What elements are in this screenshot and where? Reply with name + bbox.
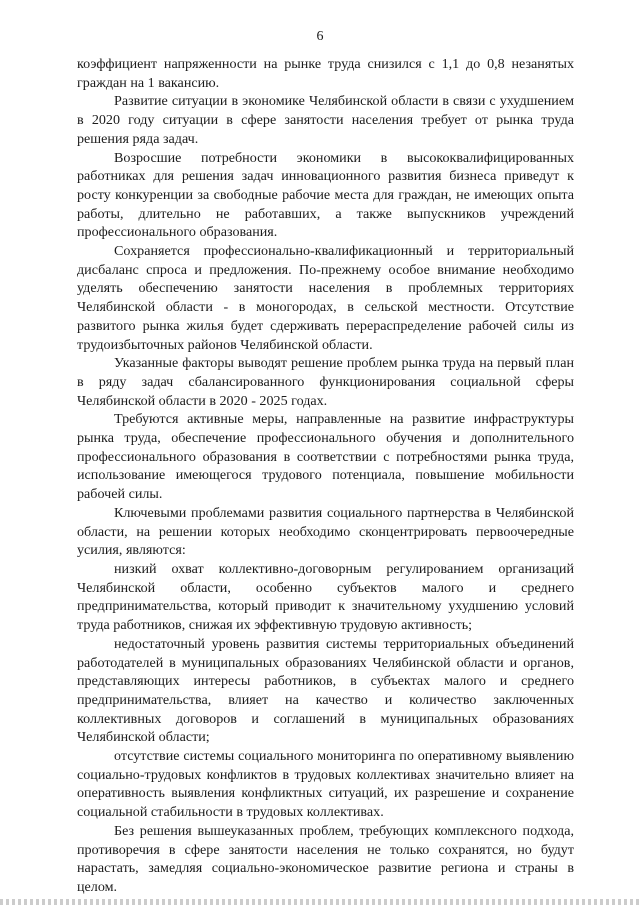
- document-body: [77, 55, 574, 897]
- scan-edge-divider: [0, 899, 640, 905]
- paragraph: Сохраняется профессионально-квалификационный и территориальный дисбаланс спроса и предложения. По-прежнему особое внимание необходимо уделять обеспечению занятости населения в проблемных территориях Челябинской области - в моногородах, в сельской местности. Отсутствие развитого рынка жилья будет сдерживать перераспределение рабочей силы из трудоизбыточных районов Челябинской области.: [77, 243, 574, 353]
- list-item-paragraph: отсутствие системы социального мониторинга по оперативному выявлению социально-трудовых конфликтов в трудовых коллективах значительно влияет на оперативность выявления конфликтных ситуаций, их разрешение и сохранение социальной стабильности в трудовых коллективах.: [77, 748, 574, 821]
- list-item-paragraph: низкий охват коллективно-договорным регулированием организаций Челябинской области, особенно субъектов малого и среднего предпринимательства, который приводит к значительному ухудшению условий труда работников, снижая их эффективную трудовую активность;: [77, 560, 574, 634]
- paragraph: Требуются активные меры, направленные на развитие инфраструктуры рынка труда, обеспечение профессионального обучения и дополнительного профессионального образования в соответствии с потребностями рынка труда, использование имеющегося трудового потенциала, повышение мобильности рабочей силы.: [77, 411, 574, 503]
- paragraph: коэффициент напряженности на рынке труда снизился с 1,1 до 0,8 незанятых граждан на 1 вакансию.: [77, 56, 574, 91]
- page-number: 6: [316, 29, 324, 44]
- paragraph: Ключевыми проблемами развития социального партнерства в Челябинской области, на решении которых необходимо сконцентрировать первоочередные усилия, являются:: [77, 504, 574, 559]
- paragraph: Без решения вышеуказанных проблем, требующих комплексного подхода, противоречия в сфере занятости населения не только сохранятся, но будут нарастать, замедляя социально-экономическое развитие региона и страны в целом.: [77, 822, 574, 895]
- paragraph: Развитие ситуации в экономике Челябинской области в связи с ухудшением в 2020 году ситуации в сфере занятости населения требует от рынка труда решения ряда задач.: [77, 93, 574, 147]
- paragraph: Указанные факторы выводят решение проблем рынка труда на первый план в ряду задач сбалансированного функционирования социальной сферы Челябинской области в 2020 - 2025 годах.: [77, 355, 574, 409]
- list-item-paragraph: недостаточный уровень развития системы территориальных объединений работодателей в муниципальных образованиях Челябинской области и органов, представляющих интересы работников, в субъектах малого и среднего предпринимательства, влияет на качество и количество заключенных коллективных договоров и соглашений в муниципальных образованиях Челябинской области;: [77, 635, 574, 746]
- paragraph: Возросшие потребности экономики в высококвалифицированных работниках для решения задач инновационного развития бизнеса приведут к росту конкуренции за свободные рабочие места для граждан, не имеющих опыта работы, длительно не работавших, а также выпускников учреждений профессионального образования.: [77, 149, 574, 241]
